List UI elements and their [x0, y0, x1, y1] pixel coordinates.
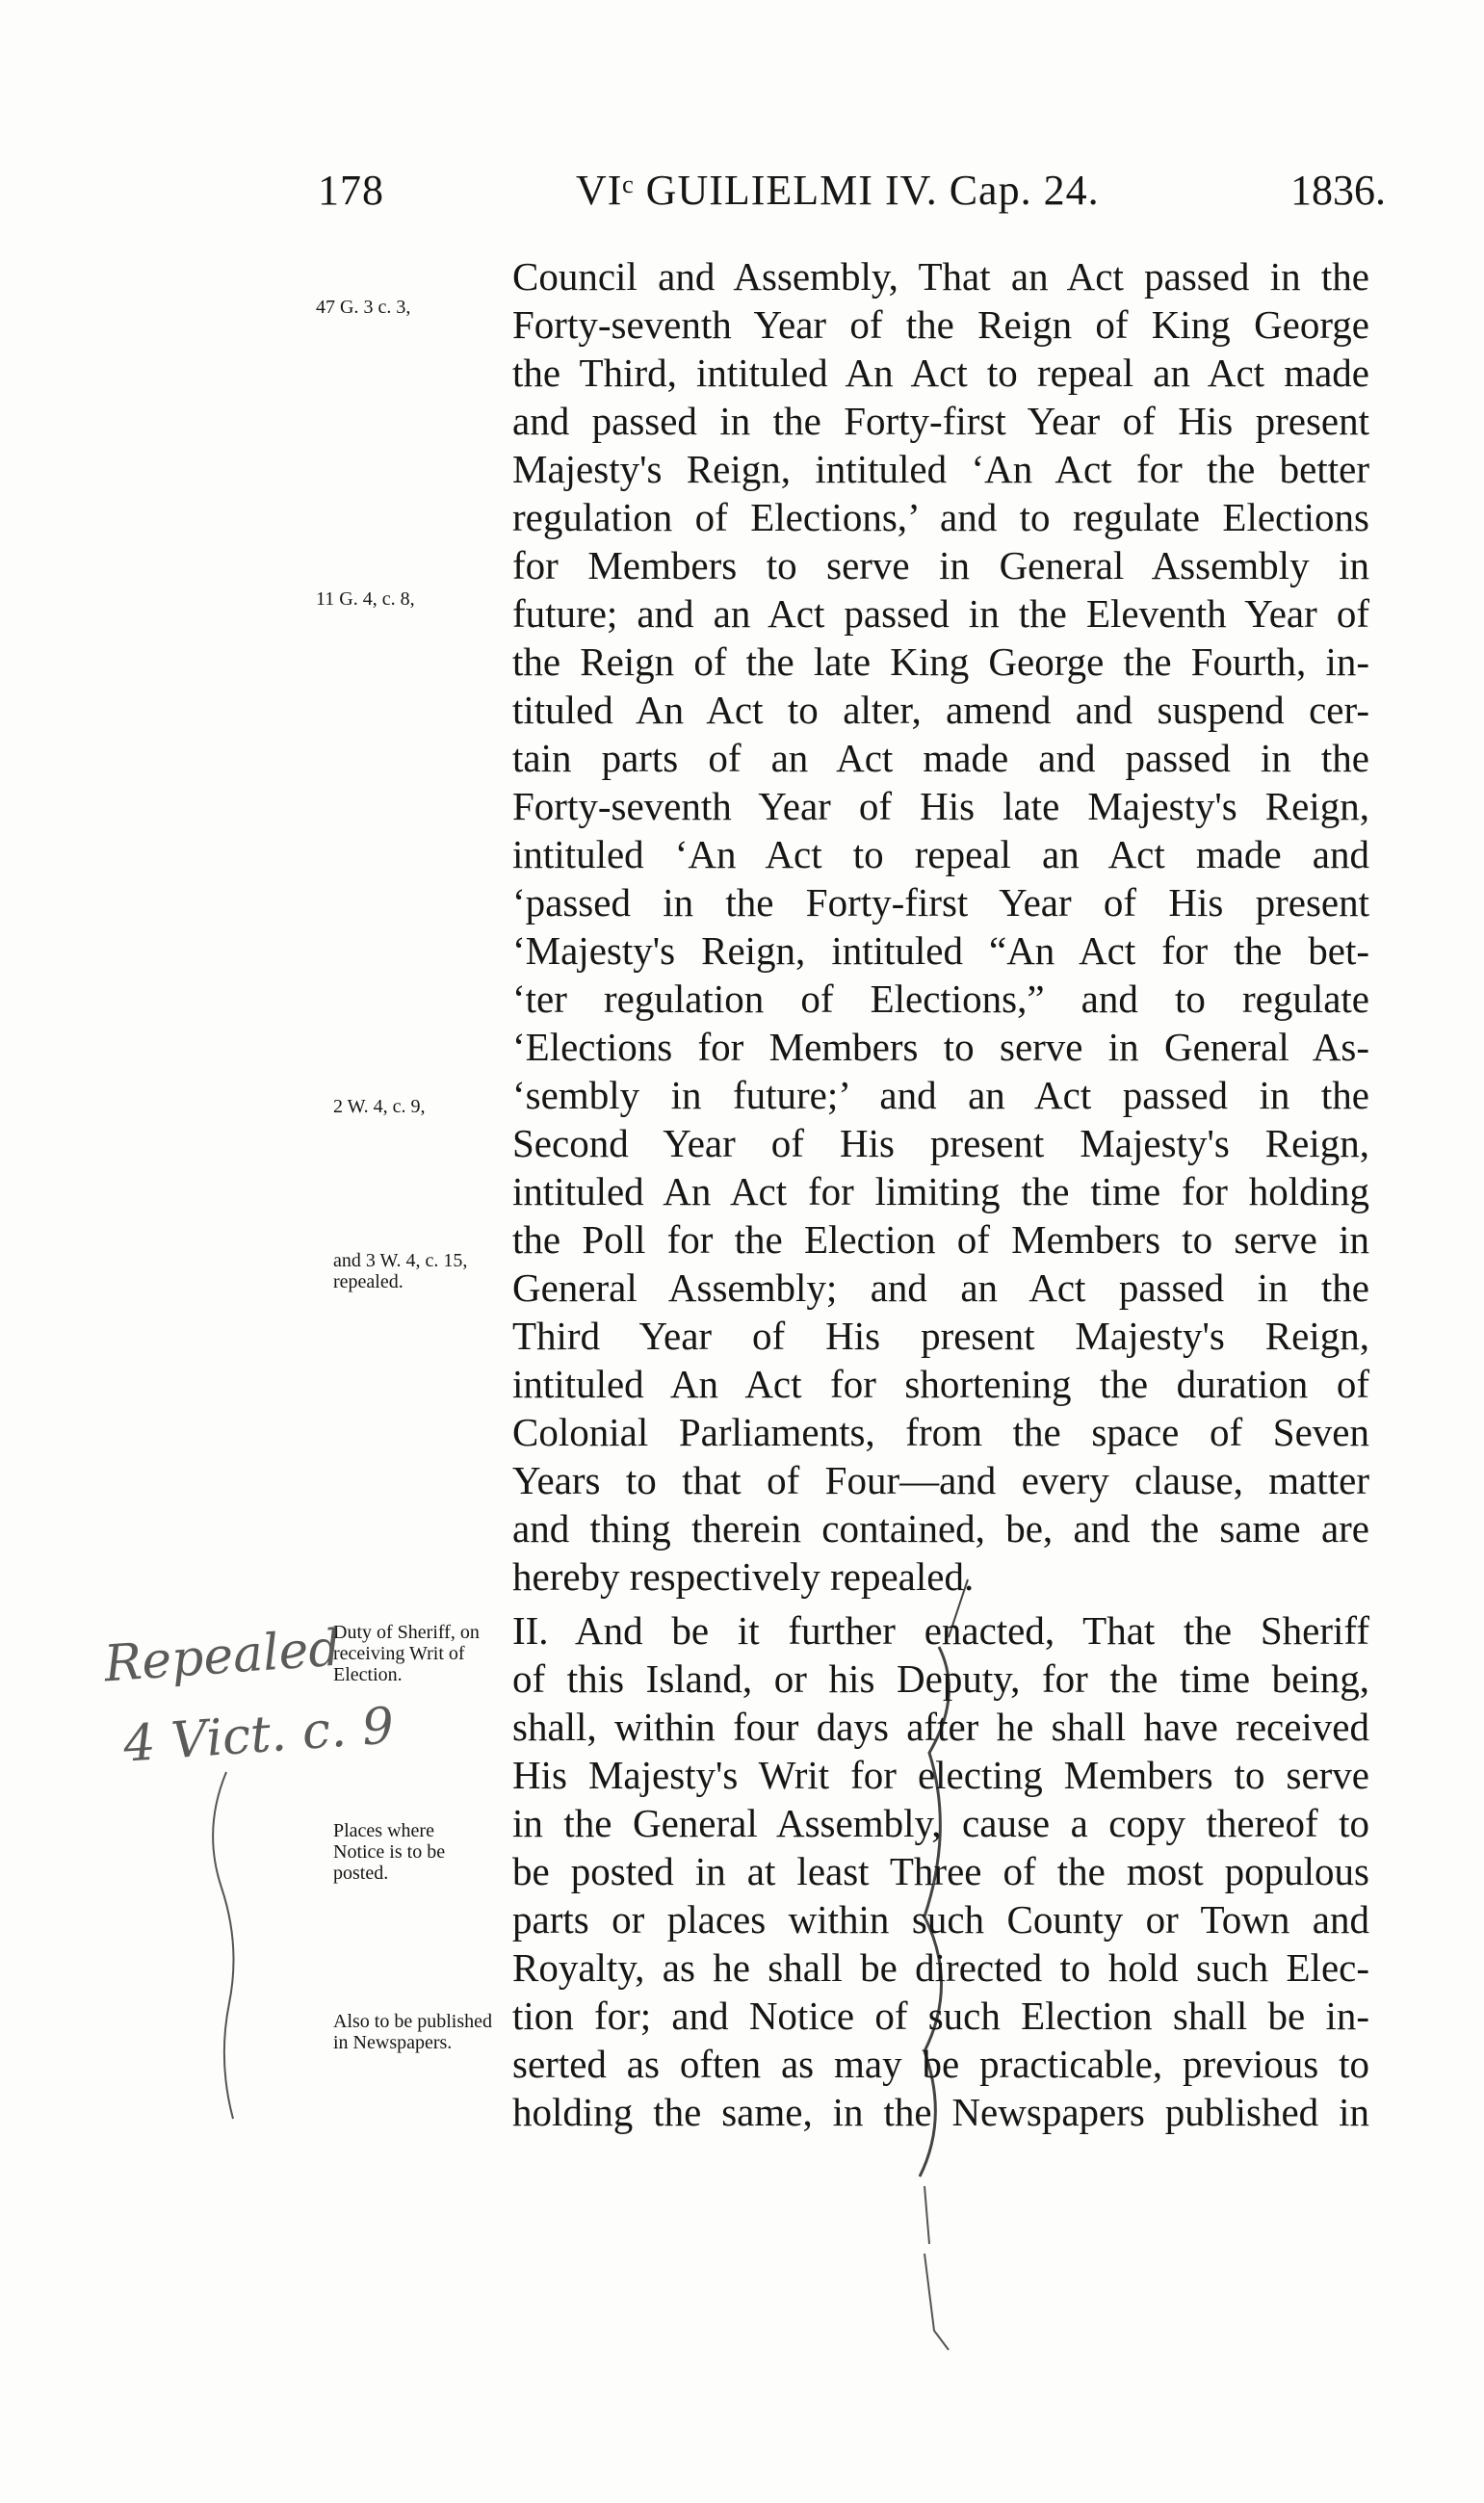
- text-line: of this Island, or his Deputy, for the time being,: [512, 1656, 1369, 1701]
- text-line: Second Year of His present Majesty's Reign,: [512, 1121, 1369, 1165]
- handwritten-repealed-note: Repealed: [102, 1619, 343, 1694]
- margin-note-2-w4: 2 W. 4, c. 9,: [333, 1096, 426, 1117]
- text-line: ‘Majesty's Reign, intituled “An Act for the bet-: [512, 928, 1369, 973]
- text-line: General Assembly; and an Act passed in the: [512, 1265, 1369, 1310]
- text-line: be posted in at least Three of the most populous: [512, 1849, 1369, 1893]
- text-line: future; and an Act passed in the Eleventh Year of: [512, 591, 1369, 636]
- text-line: parts or places within such County or Town and: [512, 1897, 1369, 1942]
- text-line: in the General Assembly, cause a copy thereof to: [512, 1801, 1369, 1845]
- text-line: hereby respectively repealed.: [512, 1554, 975, 1599]
- margin-note-places-notice: Places where Notice is to be posted.: [333, 1820, 446, 1884]
- text-line: shall, within four days after he shall have received: [512, 1705, 1369, 1749]
- text-line: and thing therein contained, be, and the same are: [512, 1506, 1369, 1551]
- text-line: tion for; and Notice of such Election shall be in-: [512, 1994, 1369, 2038]
- text-line: II. And be it further enacted, That the Sheriff: [512, 1608, 1369, 1653]
- text-line: Forty-seventh Year of His late Majesty's Reign,: [512, 784, 1369, 828]
- text-line: the Poll for the Election of Members to serve in: [512, 1217, 1369, 1262]
- section-two-text: [512, 1606, 1369, 2136]
- margin-note-newspapers: Also to be published in Newspapers.: [333, 2011, 492, 2053]
- text-line: the Reign of the late King George the Fourth, in-: [512, 639, 1369, 684]
- page-number: 178: [318, 167, 384, 214]
- margin-note-duty-of-sheriff: Duty of Sheriff, on receiving Writ of Election.: [333, 1622, 480, 1685]
- text-line: Forty-seventh Year of the Reign of King George: [512, 302, 1369, 347]
- text-line: Colonial Parliaments, from the space of Seven: [512, 1410, 1369, 1454]
- margin-note-47-g3: 47 G. 3 c. 3,: [316, 297, 411, 318]
- text-line: the Third, intituled An Act to repeal an Act made: [512, 351, 1369, 395]
- running-title: VIᶜ GUILIELMI IV. Cap. 24.: [576, 167, 1100, 214]
- text-line: for Members to serve in General Assembly in: [512, 543, 1369, 587]
- pencil-bracket-left: [213, 1772, 233, 2119]
- text-line: intituled An Act for limiting the time for holding: [512, 1169, 1369, 1213]
- text-line: Third Year of His present Majesty's Reign,: [512, 1314, 1369, 1358]
- text-line: regulation of Elections,’ and to regulate Elections: [512, 495, 1369, 539]
- text-line: Majesty's Reign, intituled ‘An Act for the better: [512, 447, 1369, 491]
- text-line: and passed in the Forty-first Year of His present: [512, 399, 1369, 443]
- text-line: intituled An Act for shortening the duration of: [512, 1362, 1369, 1406]
- text-line: serted as often as may be practicable, previous to: [512, 2042, 1369, 2086]
- text-line: Council and Assembly, That an Act passed in the: [512, 254, 1369, 299]
- text-line: Royalty, as he shall be directed to hold such Elec-: [512, 1945, 1369, 1990]
- text-line: ‘sembly in future;’ and an Act passed in the: [512, 1073, 1369, 1117]
- text-line: intituled ‘An Act to repeal an Act made and: [512, 832, 1369, 876]
- text-line: ‘Elections for Members to serve in General As-: [512, 1025, 1369, 1069]
- pencil-stroke-bottom: [924, 2186, 949, 2350]
- handwritten-vict-reference: 4 Vict. c. 9: [121, 1697, 396, 1774]
- header-year: 1836.: [1290, 167, 1386, 214]
- text-line: tain parts of an Act made and passed in the: [512, 736, 1369, 780]
- text-line: tituled An Act to alter, amend and suspend cer-: [512, 688, 1369, 732]
- text-line: holding the same, in the Newspapers published in: [512, 2090, 1369, 2134]
- text-line: ‘passed in the Forty-first Year of His present: [512, 880, 1369, 925]
- text-line: ‘ter regulation of Elections,” and to regulate: [512, 977, 1369, 1021]
- margin-note-3-w4-repealed: and 3 W. 4, c. 15, repealed.: [333, 1250, 468, 1292]
- text-line: His Majesty's Writ for electing Members to serve: [512, 1753, 1369, 1797]
- margin-note-11-g4: 11 G. 4, c. 8,: [316, 588, 415, 610]
- text-line: Years to that of Four—and every clause, matter: [512, 1458, 1369, 1502]
- section-one-text: [512, 252, 1369, 1601]
